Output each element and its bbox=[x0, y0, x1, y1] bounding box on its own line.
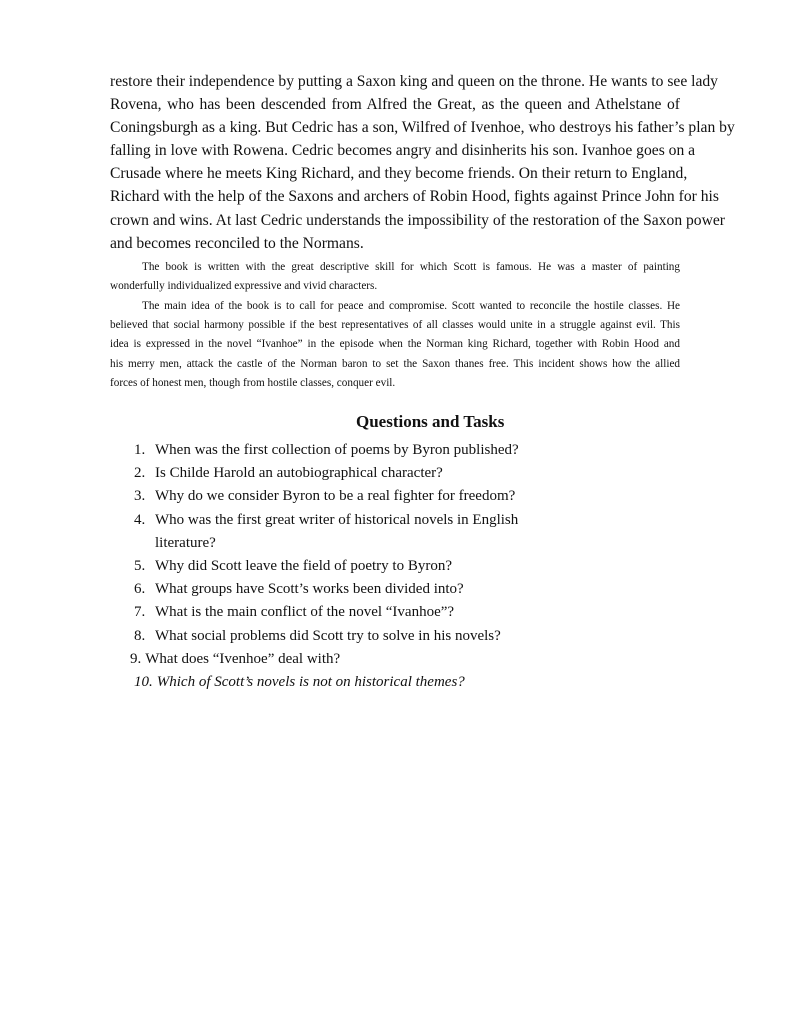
list-item bbox=[134, 462, 554, 485]
item-number: 2. bbox=[134, 465, 146, 482]
item-number: 8. bbox=[134, 627, 146, 644]
item-text: Why did Scott leave the field of poetry to Byron? bbox=[155, 558, 453, 575]
item-number: 7. bbox=[134, 604, 146, 621]
item-number: 9. bbox=[130, 650, 142, 667]
item-number: 10. bbox=[134, 674, 153, 691]
main-idea-paragraph bbox=[110, 297, 680, 393]
list-item bbox=[134, 555, 554, 578]
text-line: restore their independence by putting a Saxon king and queen on the throne. He wants to see lady bbox=[110, 73, 718, 90]
text-line: and becomes reconciled to the Normans. bbox=[110, 234, 364, 252]
list-item bbox=[134, 625, 554, 648]
questions-heading: Questions and Tasks bbox=[356, 412, 505, 431]
questions-list bbox=[130, 439, 554, 694]
item-text: Who was the first great writer of historical novels in English bbox=[155, 511, 519, 528]
item-text: When was the first collection of poems by Byron published? bbox=[155, 442, 519, 458]
item-text: What is the main conflict of the novel “Ivanhoe”? bbox=[155, 604, 455, 621]
list-item bbox=[130, 648, 554, 671]
text-line: The book is written with the great descriptive skill for which Scott is famous. He was a master of painting bbox=[142, 261, 680, 273]
item-number: 1. bbox=[134, 442, 146, 458]
item-number: 3. bbox=[134, 488, 146, 505]
text-line: crown and wins. At last Cedric understands the impossibility of the restoration of the Saxon power bbox=[110, 211, 725, 229]
text-line: believed that social harmony possible if the best representatives of all classes would unite in a struggle against evil. This bbox=[110, 319, 680, 332]
style-paragraph bbox=[110, 258, 680, 296]
item-number: 5. bbox=[134, 558, 146, 575]
item-text: What groups have Scott’s works been divided into? bbox=[155, 581, 464, 598]
main-paragraph bbox=[110, 70, 735, 255]
item-text: What social problems did Scott try to solve in his novels? bbox=[155, 627, 501, 644]
list-item bbox=[134, 578, 554, 601]
item-text: Why do we consider Byron to be a real fighter for freedom? bbox=[155, 488, 516, 505]
text-line: idea is expressed in the novel “Ivanhoe” in the episode when the Norman king Richard, together with Robin Hood and bbox=[110, 338, 680, 351]
item-text: Is Childe Harold an autobiographical character? bbox=[155, 465, 443, 482]
list-item bbox=[134, 671, 554, 694]
item-text: Which of Scott’s novels is not on historical themes? bbox=[156, 674, 465, 691]
text-line: wonderfully individualized expressive and vivid characters. bbox=[110, 280, 378, 293]
list-item bbox=[134, 601, 554, 624]
text-line: Richard with the help of the Saxons and archers of Robin Hood, fights against Prince John for his bbox=[110, 188, 719, 206]
text-line: Crusade where he meets King Richard, and they become friends. On their return to England, bbox=[110, 165, 688, 183]
text-line: his merry men, attack the castle of the Norman baron to set the Saxon thanes free. This incident shows how the allied bbox=[110, 357, 680, 370]
text-line: forces of honest men, though from hostile classes, conquer evil. bbox=[110, 376, 396, 389]
item-number: 4. bbox=[134, 511, 146, 528]
list-item bbox=[134, 509, 554, 532]
item-number: 6. bbox=[134, 581, 146, 598]
item-text: What does “Ivenhoe” deal with? bbox=[145, 650, 341, 667]
list-item bbox=[134, 485, 554, 508]
text-line: The main idea of the book is to call for peace and compromise. Scott wanted to reconcile the hostile classes. He bbox=[142, 300, 680, 312]
list-item-continuation: literature? bbox=[155, 534, 216, 551]
list-item bbox=[134, 439, 554, 462]
text-line: Rovena, who has been descended from Alfred the Great, as the queen and Athelstane of bbox=[110, 96, 680, 114]
text-line: falling in love with Rowena. Cedric becomes angry and disinherits his son. Ivanhoe goes on a bbox=[110, 142, 696, 160]
text-line: Coningsburgh as a king. But Cedric has a son, Wilfred of Ivenhoe, who destroys his father’s plan by bbox=[110, 119, 735, 137]
